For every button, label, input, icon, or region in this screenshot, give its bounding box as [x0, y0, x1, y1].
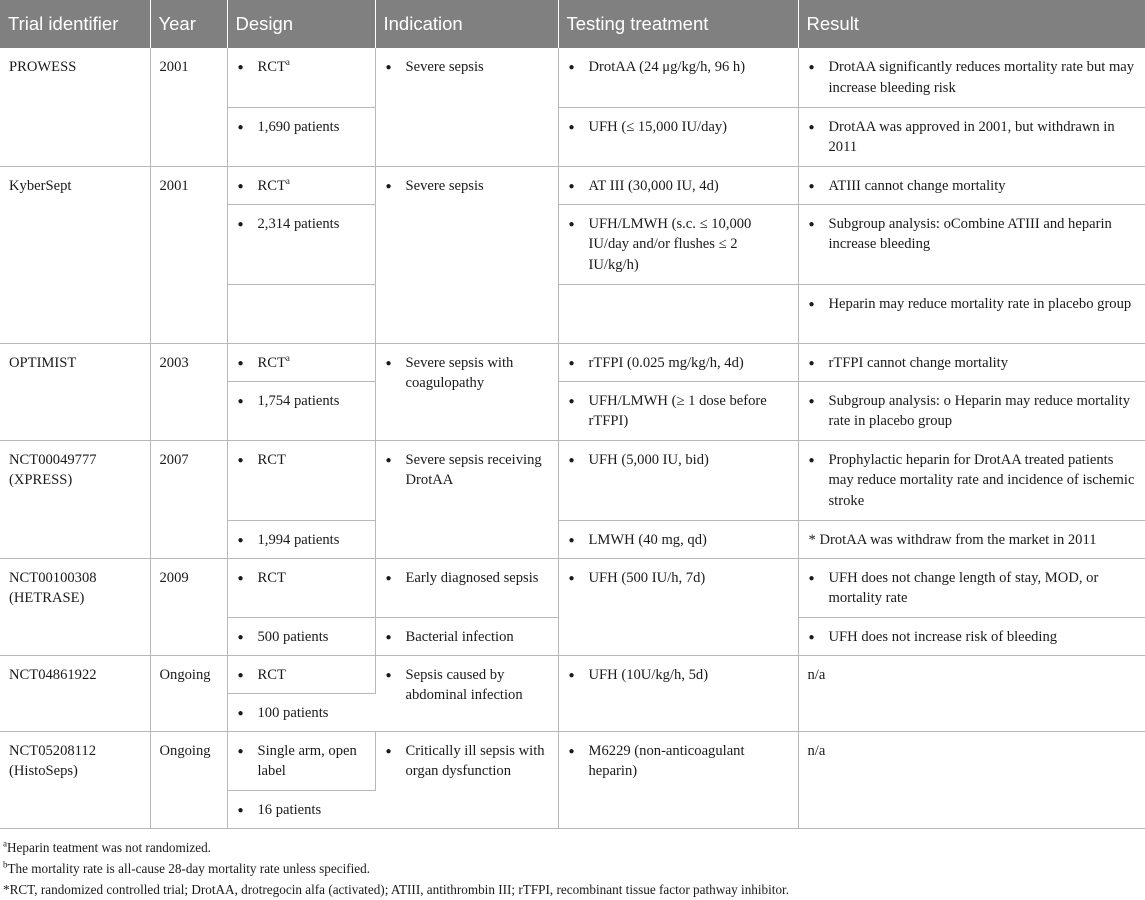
- result-cell: [798, 558, 1145, 617]
- bullet-icon: ●: [237, 631, 244, 643]
- indication-cell: [375, 731, 558, 828]
- bullet-icon: ●: [385, 454, 392, 466]
- bullet-icon: ●: [385, 180, 392, 192]
- bullet-icon: ●: [568, 357, 575, 369]
- trial-id: PROWESS: [0, 48, 150, 166]
- treatment-cell-empty: [558, 284, 798, 343]
- treatment-cell: [558, 343, 798, 381]
- bullet-icon: ●: [385, 572, 392, 584]
- indication-cell: [375, 48, 558, 166]
- footnote-marker: a: [285, 175, 290, 186]
- trial-year: Ongoing: [150, 731, 227, 828]
- treatment-cell: [558, 48, 798, 107]
- treatment-cell: [558, 381, 798, 440]
- design-cell: [227, 617, 375, 655]
- design-cell: [227, 558, 375, 617]
- result-text: Subgroup analysis: o Heparin may reduce mortality rate in placebo group: [828, 392, 1131, 429]
- treatment-cell: [558, 107, 798, 166]
- bullet-icon: ●: [385, 631, 392, 643]
- result-text: rTFPI cannot change mortality: [828, 354, 1009, 371]
- treatment-text: LMWH (40 mg, qd): [588, 531, 707, 548]
- footnote-abbreviations: *RCT, randomized controlled trial; DrotAA, drotregocin alfa (activated); ATIII, antithrombin III; rTFPI, recombinant tissue factor pathway inhibitor.: [3, 881, 790, 897]
- table-row: [0, 166, 1145, 204]
- bullet-icon: ●: [237, 218, 244, 230]
- indication-text: Critically ill sepsis with organ dysfunction: [405, 742, 545, 779]
- indication-cell: [375, 440, 558, 558]
- design-cell: [227, 440, 375, 520]
- table-row: [0, 343, 1145, 381]
- treatment-text: UFH (5,000 IU, bid): [588, 451, 709, 468]
- indication-cell: [375, 617, 558, 655]
- bullet-icon: ●: [568, 395, 575, 407]
- indication-text: Bacterial infection: [405, 628, 514, 645]
- bullet-icon: ●: [237, 669, 244, 681]
- table-row: [0, 731, 1145, 790]
- treatment-cell: [558, 204, 798, 284]
- treatment-cell: [558, 440, 798, 520]
- bullet-icon: ●: [237, 357, 244, 369]
- bullet-icon: ●: [568, 218, 575, 230]
- trial-id: NCT00100308 (HETRASE): [0, 558, 150, 655]
- bullet-icon: ●: [385, 62, 392, 73]
- bullet-icon: ●: [385, 669, 392, 681]
- trial-year: Ongoing: [150, 655, 227, 731]
- result-text: Subgroup analysis: oCombine ATIII and heparin increase bleeding: [828, 215, 1112, 252]
- result-text: n/a: [798, 655, 1145, 731]
- result-cell: [798, 440, 1145, 520]
- result-text: UFH does not increase risk of bleeding: [828, 628, 1058, 645]
- design-text: RCT: [257, 59, 286, 75]
- treatment-cell: [558, 166, 798, 204]
- bullet-icon: ●: [237, 454, 244, 466]
- treatment-cell: [558, 558, 798, 655]
- design-text: 2,314 patients: [257, 215, 340, 232]
- indication-cell: [375, 343, 558, 440]
- footnote-marker: a: [285, 57, 290, 68]
- design-text: RCT: [257, 569, 286, 586]
- header-year: Year: [150, 0, 227, 48]
- design-cell: [227, 693, 375, 731]
- bullet-icon: ●: [568, 745, 575, 757]
- design-cell: [227, 790, 375, 828]
- bullet-icon: ●: [808, 180, 815, 192]
- treatment-text: UFH/LMWH (≥ 1 dose before rTFPI): [588, 392, 767, 429]
- design-cell: [227, 204, 375, 284]
- header-design: Design: [227, 0, 375, 48]
- bullet-icon: ●: [568, 534, 575, 546]
- treatment-text: AT III (30,000 IU, 4d): [588, 177, 719, 194]
- design-cell: [227, 381, 375, 440]
- trial-year: 2001: [150, 166, 227, 343]
- design-text: Single arm, open label: [257, 742, 357, 779]
- result-text: DrotAA was approved in 2001, but withdrawn in 2011: [828, 118, 1115, 155]
- design-text: 1,754 patients: [257, 392, 340, 409]
- footnote-a: $^a$Heparin teatment was not randomized.: [3, 838, 211, 855]
- trial-year: 2007: [150, 440, 227, 558]
- table-row: [0, 48, 1145, 107]
- design-text: 100 patients: [257, 704, 329, 721]
- treatment-cell: [558, 655, 798, 731]
- design-text: 16 patients: [257, 801, 322, 818]
- header-trial-identifier: Trial identifier: [0, 0, 150, 48]
- result-cell: [798, 284, 1145, 343]
- design-text: 1,994 patients: [257, 531, 340, 548]
- trial-id: KyberSept: [0, 166, 150, 343]
- table-row: [0, 440, 1145, 520]
- treatment-text: M6229 (non-anticoagulant heparin): [588, 742, 745, 779]
- bullet-icon: ●: [808, 62, 815, 73]
- trial-id: OPTIMIST: [0, 343, 150, 440]
- treatment-text: UFH (500 IU/h, 7d): [588, 569, 706, 586]
- trial-id: NCT00049777 (XPRESS): [0, 440, 150, 558]
- bullet-icon: ●: [237, 62, 244, 73]
- result-cell: [798, 617, 1145, 655]
- design-text: RCT: [257, 451, 286, 468]
- result-cell: [798, 343, 1145, 381]
- header-indication: Indication: [375, 0, 558, 48]
- design-cell: [227, 107, 375, 166]
- footnote-marker: a: [3, 838, 7, 849]
- bullet-icon: ●: [237, 745, 244, 757]
- design-text: RCT: [257, 177, 286, 194]
- trial-id: NCT04861922: [0, 655, 150, 731]
- bullet-icon: ●: [237, 804, 244, 816]
- result-text: DrotAA significantly reduces mortality rate but may increase bleeding risk: [828, 59, 1135, 96]
- bullet-icon: ●: [808, 631, 815, 643]
- treatment-cell: [558, 731, 798, 828]
- result-note: * DrotAA was withdraw from the market in 2011: [798, 520, 1145, 558]
- result-text: ATIII cannot change mortality: [828, 177, 1006, 194]
- bullet-icon: ●: [808, 572, 815, 584]
- indication-text: Severe sepsis: [405, 59, 484, 75]
- design-text: RCT: [257, 354, 286, 371]
- design-text: 1,690 patients: [257, 118, 340, 135]
- bullet-icon: ●: [237, 534, 244, 546]
- result-text: UFH does not change length of stay, MOD, or mortality rate: [828, 569, 1099, 606]
- design-cell: [227, 655, 375, 693]
- design-text: RCT: [257, 666, 286, 683]
- footnote-b: $^b$The mortality rate is all-cause 28-day mortality rate unless specified.: [3, 859, 371, 876]
- bullet-icon: ●: [237, 180, 244, 192]
- result-cell: [798, 166, 1145, 204]
- trial-year: 2009: [150, 558, 227, 655]
- indication-text: Early diagnosed sepsis: [405, 569, 539, 586]
- indication-text: Sepsis caused by abdominal infection: [405, 666, 523, 703]
- treatment-text: UFH (≤ 15,000 IU/day): [588, 118, 728, 135]
- table-row: [0, 655, 1145, 693]
- result-text: n/a: [798, 731, 1145, 828]
- bullet-icon: ●: [385, 745, 392, 757]
- design-cell: [227, 731, 375, 790]
- bullet-icon: ●: [237, 707, 244, 719]
- bullet-icon: ●: [385, 357, 392, 369]
- design-cell-empty: [227, 284, 375, 343]
- footnote-marker: a: [285, 352, 290, 363]
- design-cell: [227, 343, 375, 381]
- bullet-icon: ●: [568, 669, 575, 681]
- design-cell: [227, 166, 375, 204]
- footnote-marker: b: [3, 859, 8, 870]
- bullet-icon: ●: [237, 572, 244, 584]
- treatment-text: rTFPI (0.025 mg/kg/h, 4d): [588, 354, 744, 371]
- header-testing-treatment: Testing treatment: [558, 0, 798, 48]
- design-text: 500 patients: [257, 628, 329, 645]
- result-text: Heparin may reduce mortality rate in placebo group: [828, 295, 1132, 312]
- bullet-icon: ●: [808, 218, 815, 230]
- treatment-cell: [558, 520, 798, 558]
- table-row: [0, 558, 1145, 617]
- indication-text: Severe sepsis: [405, 177, 484, 194]
- design-cell: [227, 520, 375, 558]
- indication-text: Severe sepsis receiving DrotAA: [405, 451, 542, 488]
- bullet-icon: ●: [237, 121, 244, 133]
- bullet-icon: ●: [808, 298, 815, 310]
- bullet-icon: ●: [568, 121, 575, 133]
- indication-cell: [375, 655, 558, 731]
- indication-cell: [375, 558, 558, 617]
- bullet-icon: ●: [808, 454, 815, 466]
- bullet-icon: ●: [568, 180, 575, 192]
- trial-id: NCT05208112 (HistoSeps): [0, 731, 150, 828]
- footnotes: [0, 829, 1145, 900]
- result-cell: [798, 204, 1145, 284]
- result-cell: [798, 107, 1145, 166]
- bullet-icon: ●: [568, 62, 575, 73]
- design-cell: [227, 48, 375, 107]
- bullet-icon: ●: [237, 395, 244, 407]
- bullet-icon: ●: [808, 357, 815, 369]
- indication-text: Severe sepsis with coagulopathy: [405, 354, 514, 391]
- treatment-text: UFH/LMWH (s.c. ≤ 10,000 IU/day and/or flushes ≤ 2 IU/kg/h): [588, 215, 752, 273]
- bullet-icon: ●: [808, 395, 815, 407]
- treatment-text: UFH (10U/kg/h, 5d): [588, 666, 709, 683]
- bullet-icon: ●: [568, 572, 575, 584]
- bullet-icon: ●: [568, 454, 575, 466]
- result-text: Prophylactic heparin for DrotAA treated patients may reduce mortality rate and incidence of ischemic stroke: [828, 451, 1135, 509]
- result-cell: [798, 48, 1145, 107]
- indication-cell: [375, 166, 558, 343]
- bullet-icon: ●: [808, 121, 815, 133]
- header-result: Result: [798, 0, 1145, 48]
- trial-year: 2001: [150, 48, 227, 166]
- trial-year: 2003: [150, 343, 227, 440]
- treatment-text: DrotAA (24 μg/kg/h, 96 h): [588, 59, 746, 75]
- result-cell: [798, 381, 1145, 440]
- header-row: [0, 0, 1145, 48]
